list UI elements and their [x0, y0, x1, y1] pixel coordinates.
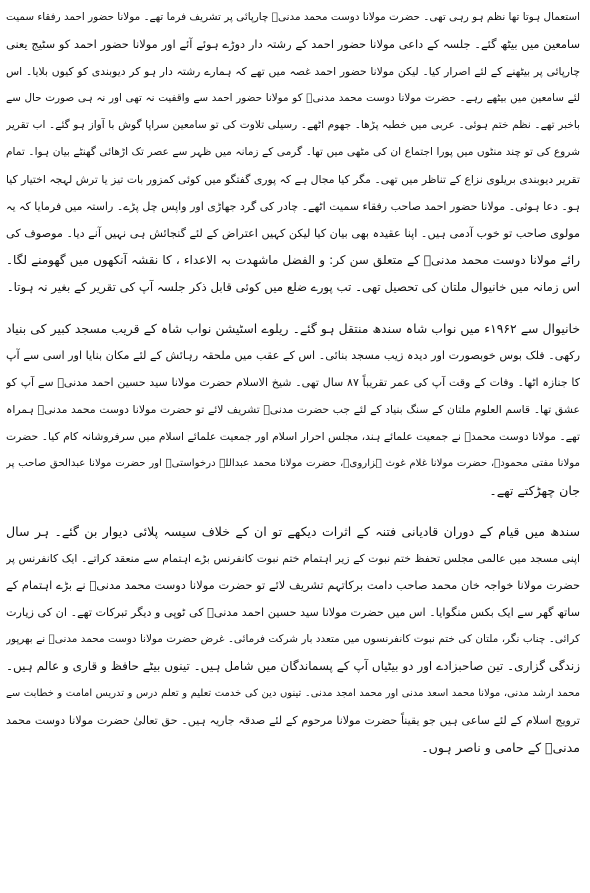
- text-line: سامعین میں بیٹھ گئے۔ جلسہ کے داعی مولانا حضور احمد کے رشتہ دار دوڑے ہوئے آئے اور مولانا حضور احمد کو سٹیج یعنی: [6, 37, 580, 51]
- text-line: محمد ارشد مدنی، مولانا محمد اسعد مدنی اور محمد امجد مدنی۔ تینوں دین کی خدمت تعلیم و تعلم درس و تدریس امامت و خطابت سے: [6, 688, 580, 699]
- text-line: تھے۔ مولانا دوست محمدؒ نے جمعیت علمائے ہند، مجلس احرار اسلام اور جمعیت علمائے اسلام میں سرفروشانہ کام کیا۔ حضرت: [6, 430, 580, 443]
- paragraph-gap: [6, 301, 580, 315]
- text-line: تقریر دیوبندی بریلوی نزاع کے تناظر میں تھی۔ مگر کیا مجال ہے کہ پوری گفتگو میں کوئی کمزور بات تیز یا ترش لہجہ اختیار کیا: [6, 173, 580, 186]
- text-line: ساتھ گھر سے ایک بکس منگوایا۔ اس میں حضرت مولانا سید حسین احمد مدنیؒ کی ٹوپی و دیگر تبرکات تھے۔ ان کی زیارت: [6, 606, 580, 619]
- text-line: سندھ میں قیام کے دوران قادیانی فتنہ کے اثرات دیکھے تو ان کے خلاف سیسہ پلائی دیوار بن گئے۔ ہر سال: [6, 524, 580, 539]
- text-line: رائے مولانا دوست محمد مدنیؒ کے متعلق سن کر: و الفضل ماشھدت بہ الاعداء ، کا نقشہ آنکھوں میں گھومنے لگا۔: [6, 253, 580, 267]
- text-line: جان چھڑکتے تھے۔: [489, 483, 580, 498]
- text-line: عشق تھا۔ قاسم العلوم ملتان کے سنگ بنیاد کے لئے جب حضرت مدنیؒ تشریف لائے تو حضرت مولانا دوست محمد مدنیؒ ہمراہ: [6, 403, 580, 416]
- text-line: حضرت مولانا خواجہ خان محمد صاحب دامت برکاتہم تشریف لائے تو حضرت مولانا دوست محمد مدنیؒ نے بڑے اہتمام کے: [6, 578, 580, 592]
- text-line: شروع کی تو چند منٹوں میں پورا اجتماع ان کی مٹھی میں تھا۔ گرمی کے زمانہ میں ظہر سے عصر تک اڑھائی گھنٹے بیان ہوا۔ تمام: [6, 146, 580, 158]
- text-line: باخبر تھے۔ نظم ختم ہوئی۔ عربی میں خطبہ پڑھا۔ جھوم اٹھے۔ رسیلی تلاوت کی تو سامعین سراپا گوش با آواز ہو گئے۔ اب تقریر: [6, 119, 580, 131]
- text-line: لئے سامعین میں بیٹھے رہے۔ حضرت مولانا دوست محمد مدنیؒ کو مولانا حضور احمد سے واقفیت نہ تھی اور نہ ہی صورت حال سے: [6, 92, 580, 104]
- text-line: زندگی گزاری۔ تین صاحبزادے اور دو بیٹیاں آپ کے پسماندگان میں شامل ہیں۔ تینوں بیٹے حافظ و قاری و عالم ہیں۔: [6, 659, 580, 673]
- text-line: خانیوال سے ۱۹۶۲ء میں نواب شاہ سندھ منتقل ہو گئے۔ ریلوے اسٹیشن نواب شاہ کے قریب مسجد کبیر کی بنیاد: [6, 321, 580, 336]
- text-line: ترویج اسلام کے لئے ساعی ہیں جو یقیناً حضرت مولانا مرحوم کے لئے صدقہ جاریہ ہیں۔ حق تعالیٰ حضرت مولانا دوست محمد: [6, 714, 580, 727]
- paragraph-2: [6, 315, 580, 504]
- text-line: رکھی۔ فلک بوس خوبصورت اور دیدہ زیب مسجد بنائی۔ اس کے عقب میں ملحقہ رہائش کے لئے مکان بنایا اور اسی سے آپ: [6, 349, 580, 362]
- text-line: کرائی۔ چناب نگر، ملتان کی ختم نبوت کانفرنسوں میں متعدد بار شرکت فرمائی۔ غرض حضرت مولانا دوست محمد مدنیؒ نے بھرپور: [6, 633, 580, 645]
- paragraph-3: [6, 518, 580, 761]
- text-line: استعمال ہوتا تھا نظم ہو رہی تھی۔ حضرت مولانا دوست محمد مدنیؒ چارپائی پر تشریف فرما تھے۔ مولانا حضور احمد رفقاء سمیت: [6, 11, 580, 23]
- text-line: اس زمانہ میں خانیوال ملتان کی تحصیل تھی۔ تب پورے ضلع میں کوئی قابل ذکر جلسہ آپ کی تقریر کے بغیر نہ ہوتا۔: [6, 280, 580, 294]
- text-line: چارپائی پر بیٹھنے کے لئے اصرار کیا۔ لیکن مولانا حضور احمد غصہ میں تھے کہ ہمارے رشتہ دار ہو کر دیوبندی کو کیوں بلایا۔ اس: [6, 65, 580, 78]
- text-line: ہو۔ دعا ہوئی۔ مولانا حضور احمد صاحب رفقاء سمیت اٹھے۔ چادر کی گرد جھاڑی اور واپس چل پڑے۔ راستہ میں فرمایا کہ یہ: [6, 200, 580, 213]
- text-line: مدنیؒ کے حامی و ناصر ہوں۔: [421, 740, 580, 755]
- paragraph-1: [6, 4, 580, 301]
- paragraph-gap: [6, 504, 580, 518]
- text-line: کا جنازہ اٹھا۔ وفات کے وقت آپ کی عمر تقریباً ۸۷ سال تھی۔ شیخ الاسلام حضرت مولانا سید حسین احمد مدنیؒ سے آپ کو: [6, 376, 580, 389]
- text-line: مولوی صاحب تو خوب آدمی ہیں۔ اپنا عقیدہ بھی بیان کیا لیکن کہیں اعتراض کے لئے گنجائش ہی نہیں آنے دیا۔ موصوف کی: [6, 227, 580, 240]
- text-line: مولانا مفتی محمودؒ، حضرت مولانا غلام غوث ہزارویؒ، حضرت مولانا محمد عبداللہ درخواستیؒ اور حضرت مولانا عبدالحق صاحب پر: [6, 458, 580, 469]
- text-line: اپنی مسجد میں عالمی مجلس تحفظ ختم نبوت کے زیر اہتمام ختم نبوت کانفرنس بڑے اہتمام سے منعقد کراتے۔ ایک کانفرنس پر: [6, 552, 580, 565]
